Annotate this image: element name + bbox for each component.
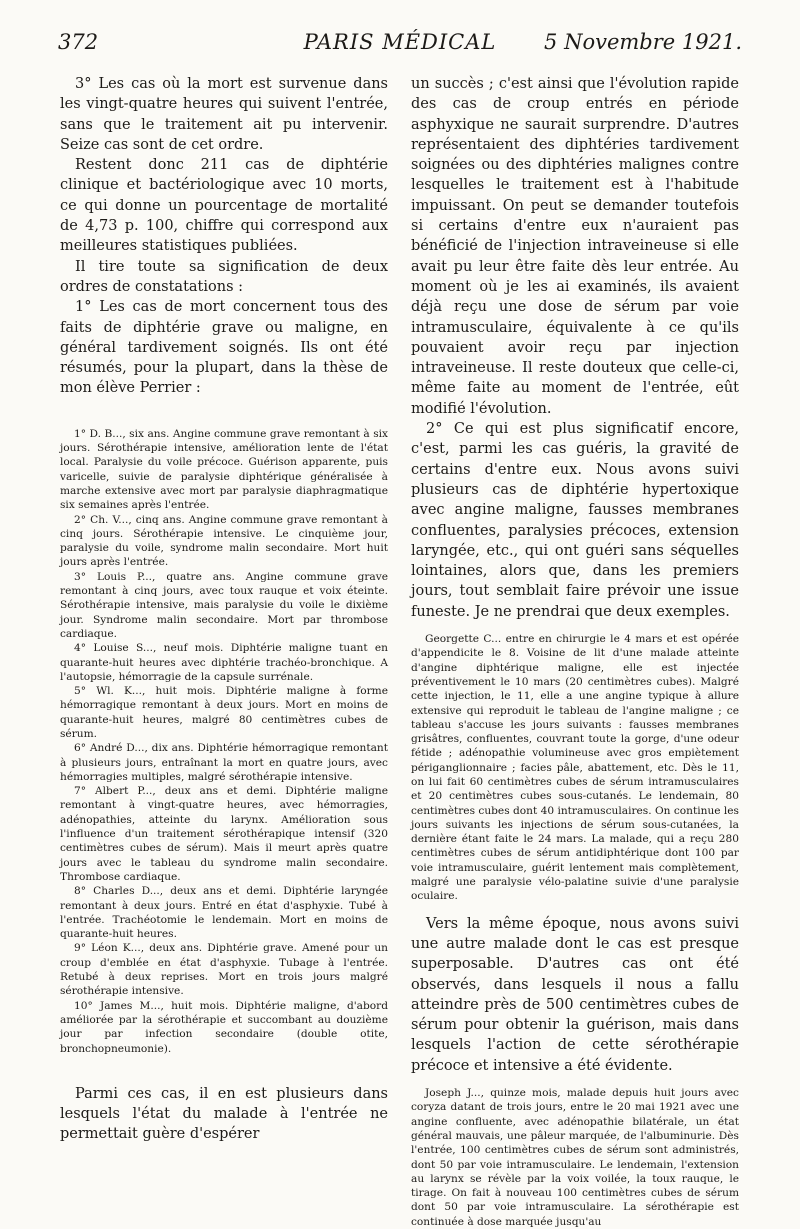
case-entry: 1° D. B..., six ans. Angine commune grave remontant à six jours. Sérothérapie intensive, amélioration lente de l'état local. Paralysie du voile précoce. Guérison apparente, puis varicelle, suivie de paralysie diphtérique généralisée à marche extensive avec mort par paralysie diaphragmatique six semaines après l'entrée.: [60, 427, 388, 512]
paragraph: un succès ; c'est ainsi que l'évolution rapide des cas de croup entrés en période asphyxique ne saurait surprendre. D'autres représentaient des diphtéries tardivement soignées ou des diphtéries malignes contre lesquelles le traitement est à l'habitude impuissant. On peut se demander toutefois si certains d'entre eux n'auraient pas bénéficié de l'injection intraveineuse si elle avait pu leur être faite dès leur entrée. Au moment où je les ai examinés, ils avaient déjà reçu une dose de sérum par voie intramusculaire, équivalente à ce qu'ils pouvaient avoir reçu par injection intraveineuse. Il reste douteux que celle-ci, même faite au moment de l'entrée, eût modifié l'évolution.: [411, 76, 739, 417]
paragraph: Parmi ces cas, il en est plusieurs dans lesquels l'état du malade à l'entrée ne permettait guère d'espérer: [60, 1085, 388, 1143]
case-entry: 4° Louise S..., neuf mois. Diphtérie maligne tuant en quarante-huit heures avec diphtérie trachéo-bronchique. A l'autopsie, hémorragie de la capsule surrénale.: [60, 642, 388, 683]
case-entry: 9° Léon K..., deux ans. Diphtérie grave. Amené pour un croup d'emblée en état d'asphyxie. Tubage à l'entrée. Retubé à deux reprises. Mort en trois jours malgré sérothérapie intensive.: [60, 942, 388, 998]
paragraph: 3° Les cas où la mort est survenue dans les vingt-quatre heures qui suivent l'entrée, sans que le traitement ait pu intervenir. Seize cas sont de cet ordre.: [60, 76, 388, 153]
case-entry: 7° Albert P..., deux ans et demi. Diphtérie maligne remontant à vingt-quatre heures, avec hémorragies, adénopathies, atteinte du larynx. Amélioration sous l'influence d'un traitement sérothérapique intensif (320 centimètres cubes de sérum). Mais il meurt après quatre jours avec le tableau du syndrome malin secondaire. Thrombose cardiaque.: [60, 785, 388, 883]
case-entry: Joseph J..., quinze mois, malade depuis huit jours avec coryza datant de trois jours, entre le 20 mai 1921 avec une angine confluente, avec adénopathie bilatérale, un état général mauvais, une pâleur marquée, de l'albuminurie. Dès l'entrée, 100 centimètres cubes de sérum sont administrés, dont 50 par voie intramusculaire. Le lendemain, l'extension au larynx se révèle par la voix voilée, la toux rauque, le tirage. On fait à nouveau 100 centimètres cubes de sérum dont 50 par voie intramusculaire. La sérothérapie est continuée à dose marquée jusqu'au: [411, 1087, 739, 1228]
case-entry: 5° Wl. K..., huit mois. Diphtérie maligne à forme hémorragique remontant à deux jours. Mort en moins de quarante-huit heures, malgré 80 centimètres cubes de sérum.: [60, 685, 388, 740]
case-entry: Georgette C... entre en chirurgie le 4 mars et est opérée d'appendicite le 8. Voisine de lit d'une malade atteinte d'angine diphtérique maligne, elle est injectée préventivement le 10 mars (20 centimètres cubes). Malgré cette injection, le 11, elle a une angine typique à allure extensive qui reproduit le tableau de l'angine maligne ; ce tableau s'accuse les jours suivants : fausses membranes grisâtres, confluentes, couvrant toute la gorge, d'une odeur fétide ; adénopathie volumineuse avec gros empiètement périganglionnaire ; facies pâle, abattement, etc. Dès le 11, on lui fait 60 centimètres cubes de sérum intramusculaires et 20 centimètres cubes sous-cutanés. Le lendemain, 80 centimètres cubes dont 40 intramusculaires. On continue les jours suivants les injections de sérum sous-cutanées, la dernière étant faite le 24 mars. La malade, qui a reçu 280 centimètres cubes de sérum antidiphtérique dont 100 par voie intramusculaire, guérit lentement mais complètement, malgré une paralysie vélo-palatine suivie d'une paralysie oculaire.: [411, 633, 739, 903]
paragraph: Vers la même époque, nous avons suivi une autre malade dont le cas est presque superposable. D'autres cas ont été observés, dans lesquels il nous a fallu atteindre près de 500 centimètres cubes de sérum pour obtenir la guérison, mais dans lesquels l'action de cette sérothérapie précoce et intensive a été évidente.: [411, 915, 739, 1074]
issue-date: 5 Novembre 1921.: [544, 30, 742, 54]
paragraph: Restent donc 211 cas de diphtérie clinique et bactériologique avec 10 morts, ce qui donne un pourcentage de mortalité de 4,73 p. 100, chiffre qui correspond aux meilleures statistiques publiées.: [60, 157, 388, 255]
paragraph: 2° Ce qui est plus significatif encore, c'est, parmi les cas guéris, la gravité de certains d'entre eux. Nous avons suivi plusieurs cas de diphtérie hypertoxique avec angine maligne, fausses membranes confluentes, paralysies précoces, extension laryngée, etc., qui ont guéri sans séquelles lointaines, alors que, dans les premiers jours, tout semblait faire prévoir une issue funeste. Je ne prendrai que deux exemples.: [411, 421, 739, 620]
case-entry: 3° Louis P..., quatre ans. Angine commune grave remontant à cinq jours, avec toux rauque et voix éteinte. Sérothérapie intensive, mais paralysie du voile le dixième jour. Syndrome malin secondaire. Mort par thrombose cardiaque.: [60, 570, 388, 640]
case-entry: 2° Ch. V..., cinq ans. Angine commune grave remontant à cinq jours. Sérothérapie intensive. Le cinquième jour, paralysie du voile, syndrome malin secondaire. Mort huit jours après l'entrée.: [60, 513, 388, 569]
journal-title: PARIS MÉDICAL: [303, 30, 497, 54]
paragraph: 1° Les cas de mort concernent tous des faits de diphtérie grave ou maligne, en général tardivement soignés. Ils ont été résumés, pour la plupart, dans la thèse de mon élève Perrier :: [60, 299, 388, 397]
page-header: [58, 30, 742, 64]
case-entry: 6° André D..., dix ans. Diphtérie hémorragique remontant à plusieurs jours, entraînant la mort en quatre jours, avec hémorragies multiples, malgré sérothérapie intensive.: [60, 742, 388, 783]
right-column: [411, 74, 739, 1229]
case-entry: 8° Charles D..., deux ans et demi. Diphtérie laryngée remontant à deux jours. Entré en état d'asphyxie. Tubé à l'entrée. Trachéotomie le lendemain. Mort en moins de quarante-huit heures.: [60, 885, 388, 941]
case-entry: 10° James M..., huit mois. Diphtérie maligne, d'abord améliorée par la sérothérapie et succombant au douzième jour par infection secondaire (double otite, bronchopneumonie).: [60, 999, 388, 1055]
paragraph: Il tire toute sa signification de deux ordres de constatations :: [60, 258, 388, 295]
left-column: [60, 74, 388, 1145]
page-number: 372: [58, 30, 99, 54]
